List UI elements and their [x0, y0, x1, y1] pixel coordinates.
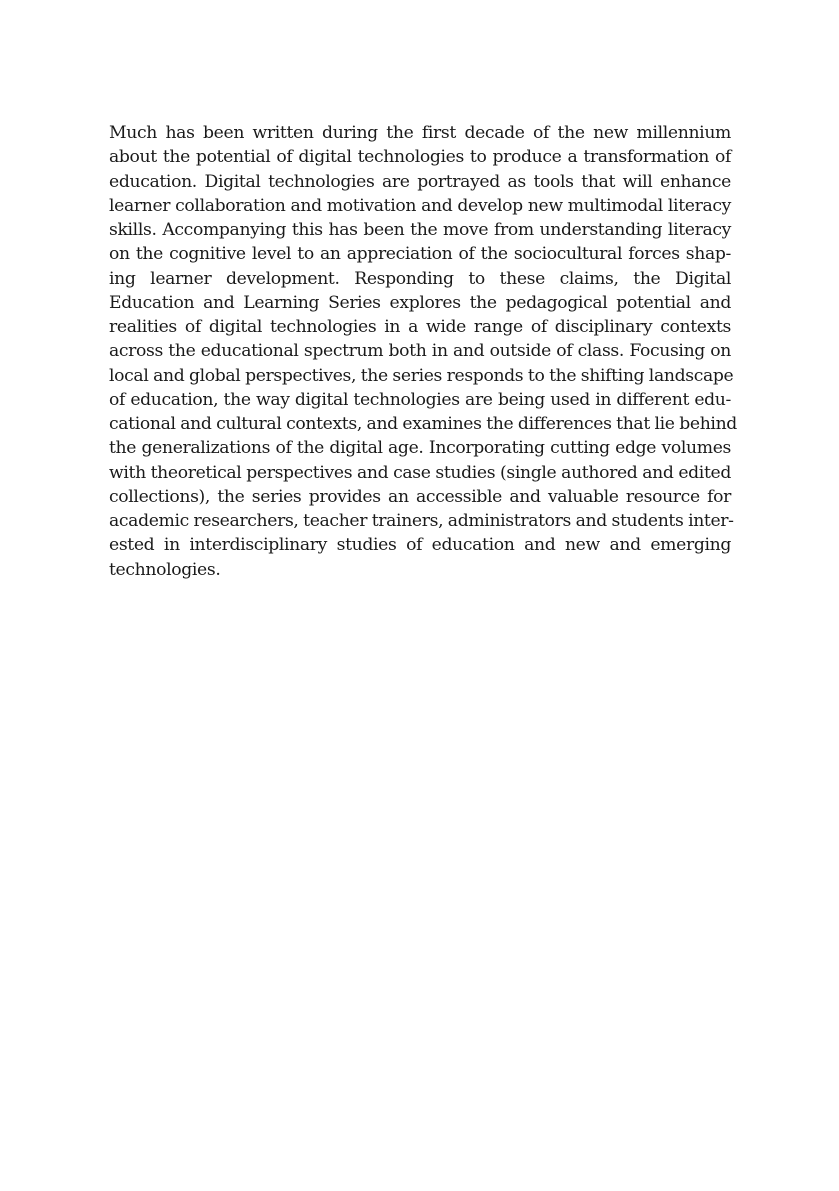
text-line: ested in interdisciplinary studies of education and new and emerging [109, 535, 731, 556]
text-line: about the potential of digital technologies to produce a transformation of [109, 147, 731, 168]
text-line: academic researchers, teacher trainers, administrators and students inter- [109, 511, 734, 531]
text-line: across the educational spectrum both in and outside of class. Focusing on [109, 341, 731, 362]
text-line: learner collaboration and motivation and develop new multimodal literacy [109, 195, 731, 216]
text-line: cational and cultural contexts, and examines the differences that lie behind [109, 414, 737, 434]
series-description [109, 121, 737, 582]
text-line: realities of digital technologies in a wide range of disciplinary contexts [109, 317, 731, 337]
text-line: of education, the way digital technologies are being used in different edu- [109, 389, 731, 410]
text-line: the generalizations of the digital age. Incorporating cutting edge volumes [109, 438, 731, 459]
text-line: local and global perspectives, the series responds to the shifting landscape [109, 365, 734, 386]
text-line: ing learner development. Responding to these claims, the Digital [109, 268, 731, 289]
text-line: on the cognitive level to an appreciation of the sociocultural forces shap- [109, 244, 731, 265]
text-line: collections), the series provides an accessible and valuable resource for [109, 486, 731, 507]
text-line: with theoretical perspectives and case studies (single authored and edited [109, 462, 731, 483]
text-line: Much has been written during the first decade of the new millennium [109, 123, 731, 143]
text-line: technologies. [109, 559, 221, 580]
text-line: skills. Accompanying this has been the move from understanding literacy [109, 220, 731, 240]
text-line: Education and Learning Series explores the pedagogical potential and [109, 292, 731, 313]
text-line: education. Digital technologies are portrayed as tools that will enhance [109, 171, 731, 192]
